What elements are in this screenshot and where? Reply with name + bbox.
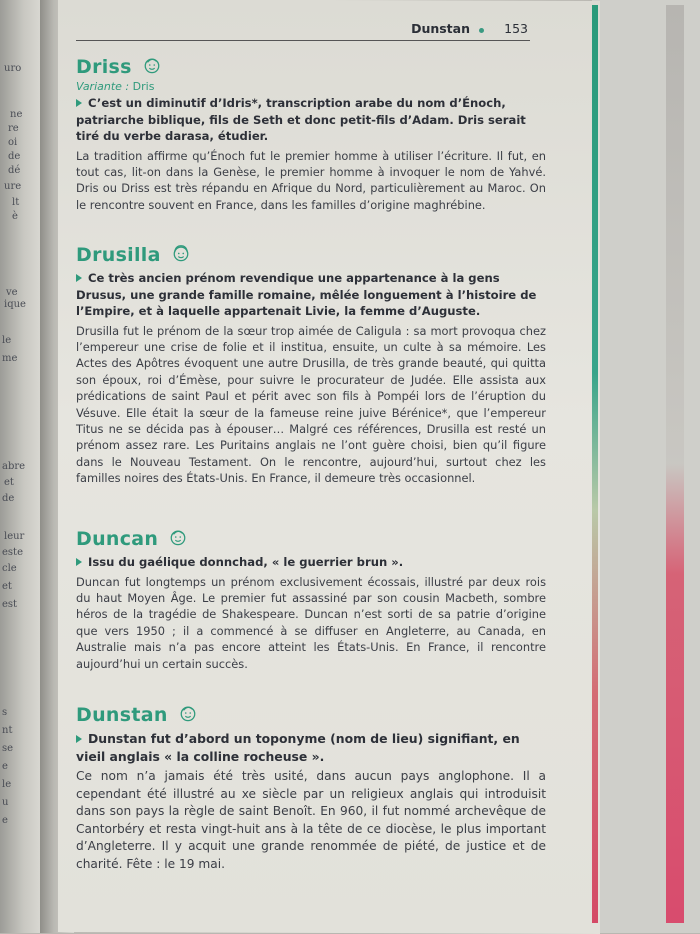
left-page-fragment: e xyxy=(2,761,8,772)
left-page-fragment: le xyxy=(2,779,12,790)
left-page-fragment: et xyxy=(2,581,12,592)
entry-dunstan xyxy=(76,704,546,874)
entry-body: La tradition affirme qu’Énoch fut le premier homme à utiliser l’écriture. Il fut, en tout cas, lit-on dans la Genèse, le premier homme à invoquer le nom de Yahvé. Dris ou Driss est très répandu en Afrique du Nord, particulièrement au Maroc. On le rencontre souvent en France, dans les familles d’origine maghrébine. xyxy=(76,148,546,212)
left-page-fragment: oi xyxy=(8,137,18,148)
bullet-arrow-icon xyxy=(76,735,82,743)
left-page-fragment: le xyxy=(2,335,12,346)
entry-intro xyxy=(76,95,546,145)
entry-body: Ce nom n’a jamais été très usité, dans aucun pays anglophone. Il a cependant été illustré au xe siècle par un religieux anglais qui introduisit dans son pays la règle de saint Benoît. En 960, il fut nommé archevêque de Cantorbéry et resta vingt-huit ans à la tête de ce diocèse, le plus important d’Angleterre. Il y acquit une grande renommée de piété, de justice et de charité. Fête : le 19 mai. xyxy=(76,769,546,871)
left-page-fragment: re xyxy=(8,123,19,134)
entry-driss xyxy=(76,56,546,213)
left-page-fragment: abre xyxy=(2,461,26,472)
entry-intro xyxy=(76,730,546,765)
bullet-arrow-icon xyxy=(76,558,82,566)
left-page-fragment: de xyxy=(8,151,21,162)
left-page-fragment: dé xyxy=(8,165,21,176)
left-page-fragment: et xyxy=(4,477,14,488)
left-page-fragment: ure xyxy=(4,181,22,192)
girl-face-icon xyxy=(172,244,190,262)
entry-intro xyxy=(76,554,546,571)
running-header-name: Dunstan xyxy=(411,21,470,36)
left-page-fragment: lt xyxy=(12,197,20,208)
entry-title: Driss xyxy=(76,56,132,78)
entry-body: Duncan fut longtemps un prénom exclusivement écossais, illustré par deux rois du haut Moyen Âge. Le premier fut assassiné par son cousin Macbeth, sombre héros de la tragédie de Shakespeare. Duncan n’est sorti de sa patrie d’origine que vers 1950 ; il a commencé à se diffuser en Angleterre, au Canada, en Australie mais n’a pas encore atteint les États-Unis. En France, il rencontre aujourd’hui un certain succès. xyxy=(76,574,546,671)
entry-duncan xyxy=(76,528,546,672)
entry-title: Duncan xyxy=(76,528,159,550)
entry-intro-text: Ce très ancien prénom revendique une appartenance à la gens Drusus, une grande famille romaine, mêlée longuement à l’histoire de l’Empire, et à laquelle appartenait Livie, la femme d’Auguste. xyxy=(76,271,537,318)
variant-value: Dris xyxy=(132,80,155,93)
left-page-fragment: me xyxy=(2,353,18,364)
running-header xyxy=(76,18,530,41)
left-page-fragment: este xyxy=(2,547,23,558)
entry-intro-text: Dunstan fut d’abord un toponyme (nom de lieu) signifiant, en vieil anglais « la colline rocheuse ». xyxy=(76,731,520,764)
left-page-edge xyxy=(0,0,40,933)
bullet-arrow-icon xyxy=(76,99,82,107)
left-page-fragment: s xyxy=(2,707,8,718)
entry-body: Drusilla fut le prénom de la sœur trop aimée de Caligula : sa mort provoqua chez l’empereur une crise de folie et il institua, ensuite, un culte à sa mémoire. Les Actes des Apôtres évoquent une autre Drusilla, de très grande beauté, qui quitta son époux, roi d’Émèse, pour suivre le procurateur de Judée. Elle assista aux prédications de saint Paul et périt avec son fils à Pompéi lors de l’éruption du Vésuve. Elle était la sœur de la fameuse reine juive Bérénice*, que l’empereur Titus ne se décida pas à épouser… Malgré ces références, Drusilla est resté un prénom assez rare. Les Puritains anglais ne l’ont guère choisi, bien qu’il figure dans le Nouveau Testament. On le rencontre, aujourd’hui, surtout chez les familles noires des États-Unis. En France, il demeure très occasionnel. xyxy=(76,323,546,486)
left-page-fragment: leur xyxy=(4,531,25,542)
entry-intro-text: C’est un diminutif d’Idris*, transcription arabe du nom d’Énoch, patriarche biblique, fils de Seth et donc petit-fils d’Adam. Dris serait tiré du verbe darasa, étudier. xyxy=(76,96,526,143)
left-page-fragment: e xyxy=(2,815,8,826)
left-page-fragment: cle xyxy=(2,563,17,574)
left-page-fragment: nt xyxy=(2,725,13,736)
page-edge-color-stripe xyxy=(592,5,598,923)
left-page-fragment: è xyxy=(12,211,18,222)
variant-label: Variante : xyxy=(76,80,130,93)
left-page-fragment: de xyxy=(2,493,15,504)
left-page-fragment: uro xyxy=(4,63,22,74)
book-cover-edge xyxy=(666,5,684,923)
left-page-fragment: u xyxy=(2,797,9,808)
left-page-fragment: ique xyxy=(4,299,26,310)
bullet-arrow-icon xyxy=(76,274,82,282)
entry-intro-text: Issu du gaélique donnchad, « le guerrier brun ». xyxy=(88,555,404,569)
entry-title: Dunstan xyxy=(76,704,168,726)
left-page-fragment: ve xyxy=(6,287,18,298)
header-separator-dot xyxy=(479,28,484,33)
variant-line xyxy=(76,80,546,93)
entry-intro xyxy=(76,270,546,320)
left-page-fragment: est xyxy=(2,599,18,610)
boy-face-icon xyxy=(169,528,187,546)
entry-title: Drusilla xyxy=(76,244,161,266)
boy-face-icon xyxy=(143,56,161,74)
entry-drusilla xyxy=(76,244,546,487)
page-number: 153 xyxy=(504,21,528,36)
left-page-fragment: se xyxy=(2,743,14,754)
left-page-fragment: ne xyxy=(10,109,23,120)
boy-face-icon xyxy=(179,704,197,722)
